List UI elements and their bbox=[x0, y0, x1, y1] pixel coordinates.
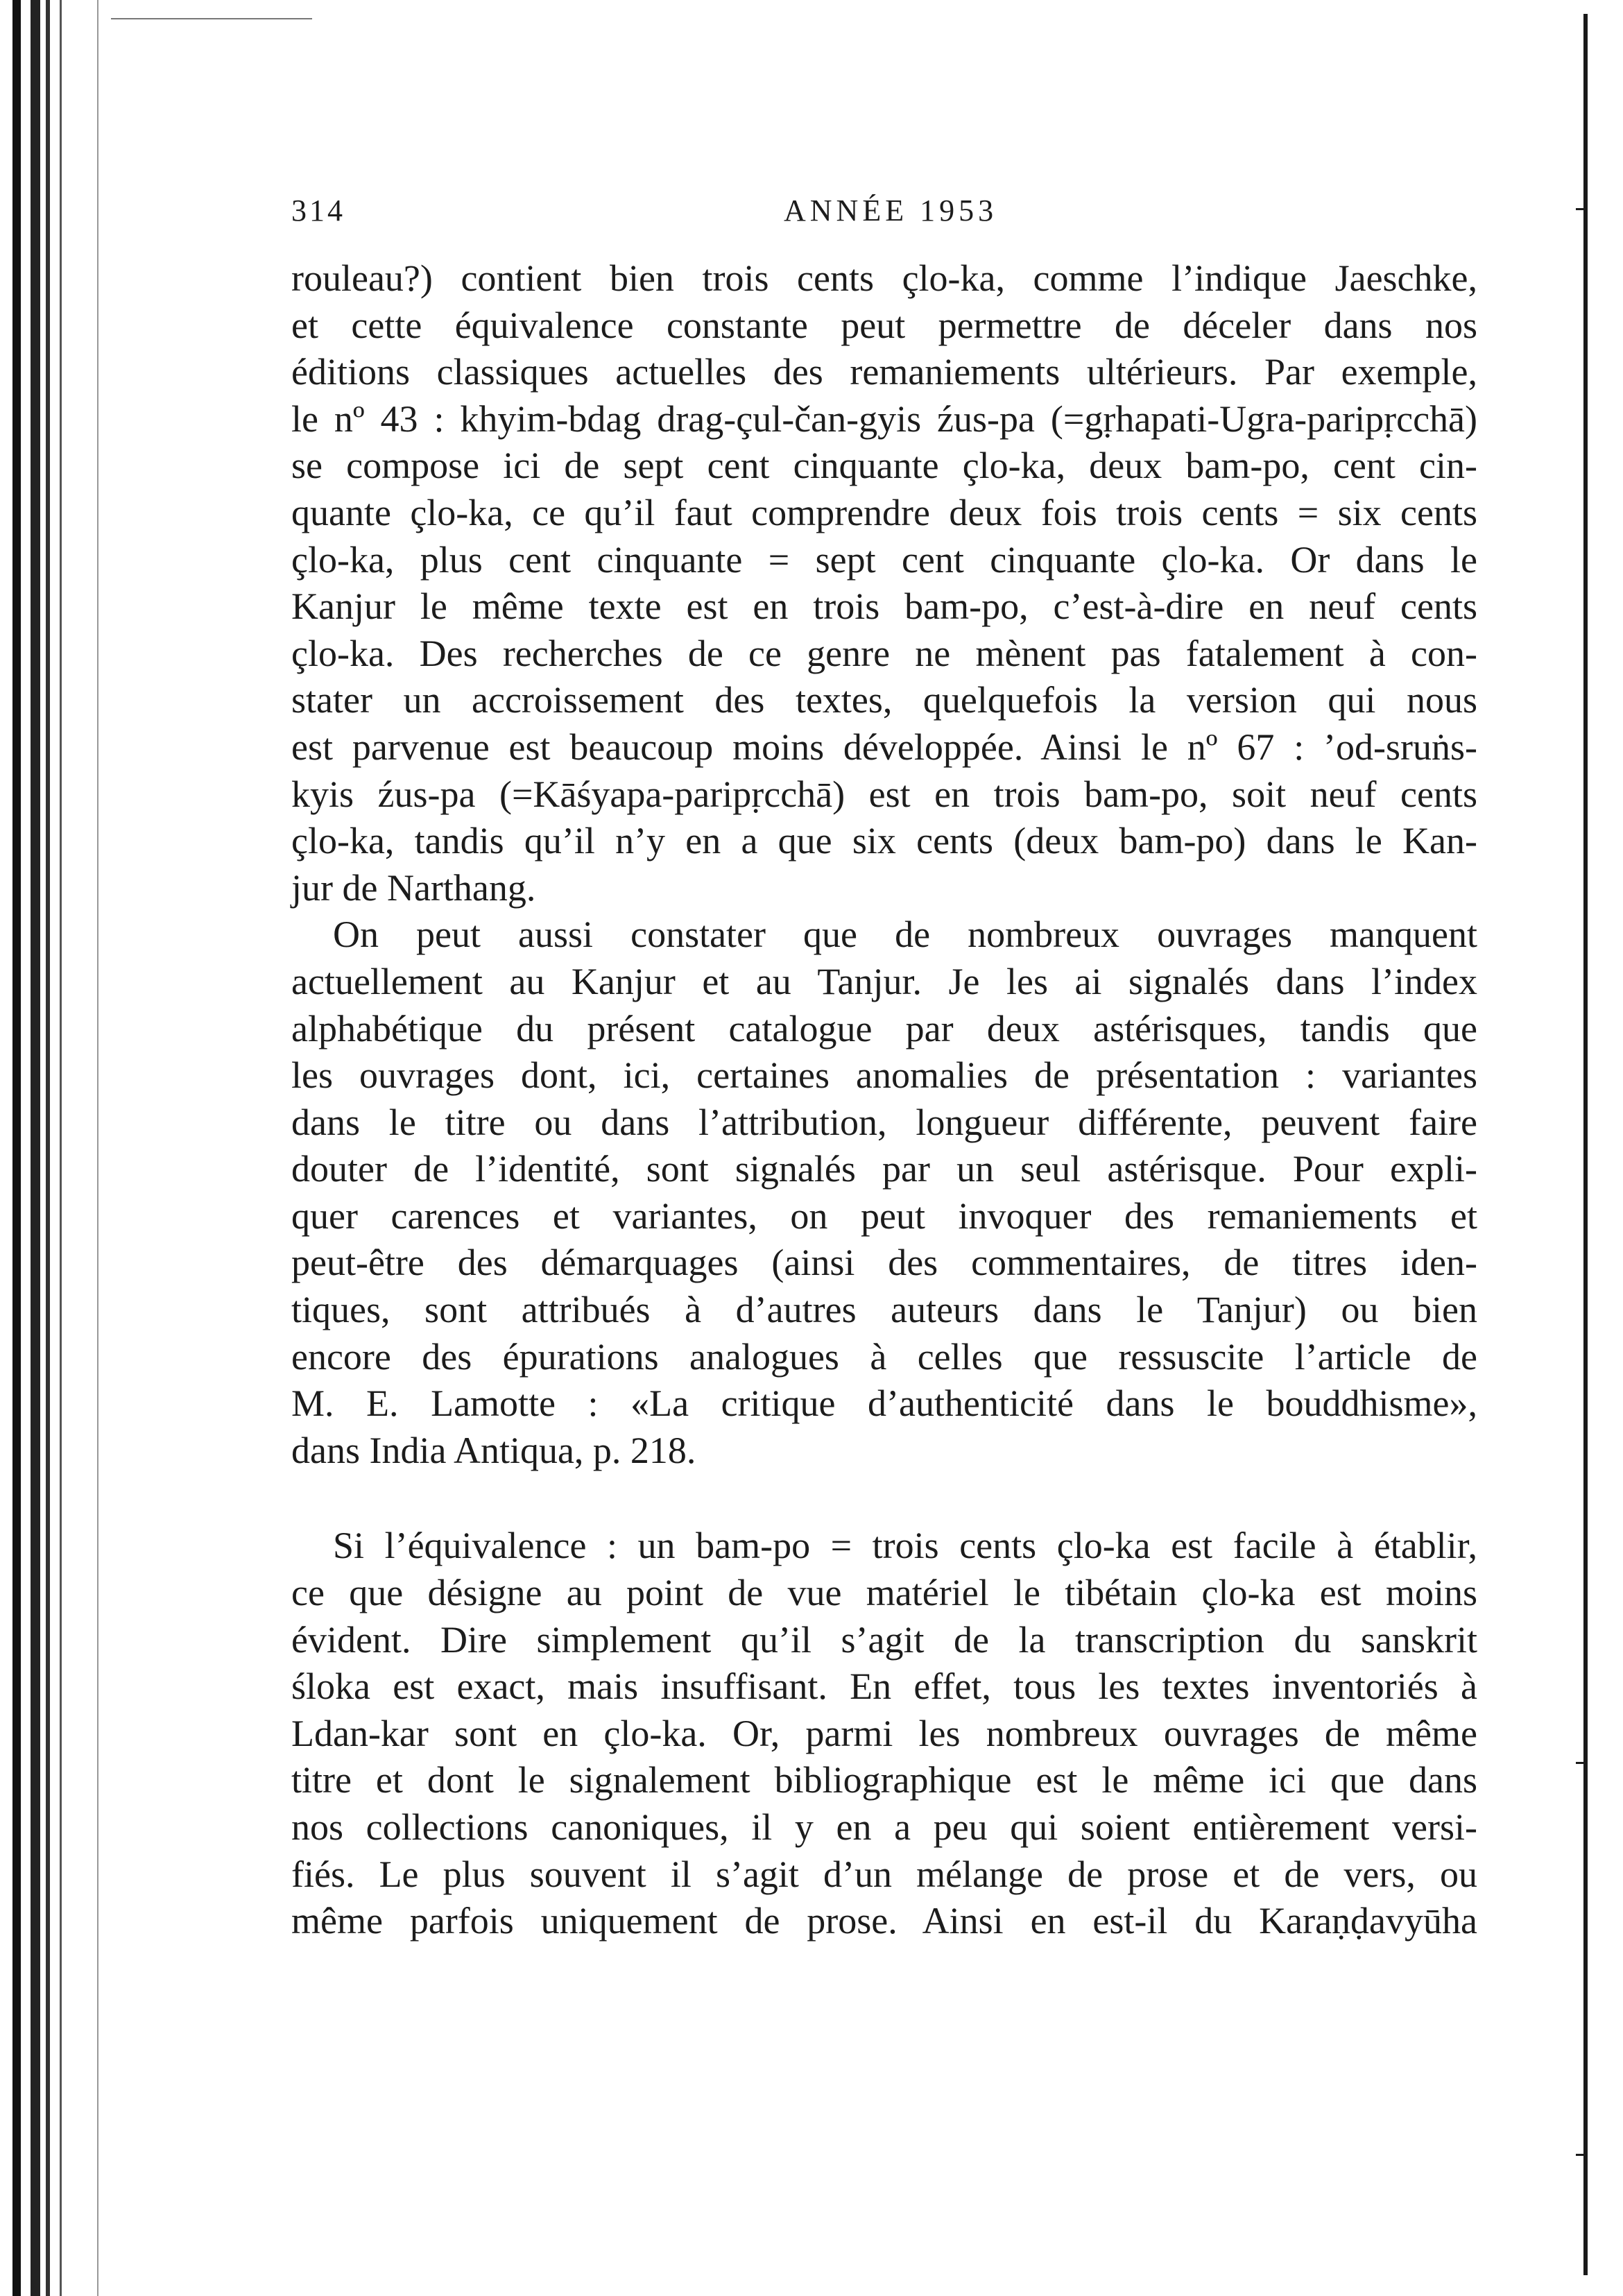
scan-tick bbox=[1576, 208, 1586, 210]
text-line: nos collections canoniques, il y en a peu qui soient entièrement versi- bbox=[291, 1806, 1477, 1848]
text-line: Si l’équivalence : un bam-po = trois cents çlo-ka est facile à établir, bbox=[333, 1525, 1477, 1567]
text-line: et cette équivalence constante peut permettre de déceler dans nos bbox=[291, 304, 1477, 346]
text-line: encore des épurations analogues à celles que ressuscite l’article de bbox=[291, 1335, 1477, 1378]
text-line: actuellement au Kanjur et au Tanjur. Je les ai signalés dans l’index bbox=[291, 960, 1477, 1002]
paragraph-gap bbox=[291, 1474, 1477, 1523]
running-title: ANNÉE 1953 bbox=[784, 194, 998, 228]
scan-right-edge bbox=[1583, 14, 1588, 2275]
text-line: kyis źus-pa (=Kāśyapa-paripṛcchā) est en trois bam-po, soit neuf cents bbox=[291, 773, 1477, 815]
text-line: ce que désigne au point de vue matériel le tibétain çlo-ka est moins bbox=[291, 1572, 1477, 1614]
text-line: peut-être des démarquages (ainsi des commentaires, de titres iden- bbox=[291, 1242, 1477, 1284]
text-line: Ldan-kar sont en çlo-ka. Or, parmi les nombreux ouvrages de même bbox=[291, 1712, 1477, 1754]
text-line: quante çlo-ka, ce qu’il faut comprendre deux fois trois cents = six cents bbox=[291, 491, 1477, 533]
text-line: dans India Antiqua, p. 218. bbox=[291, 1429, 696, 1471]
text-line: Kanjur le même texte est en trois bam-po, c’est-à-dire en neuf cents bbox=[291, 585, 1477, 628]
text-line: titre et dont le signalement bibliographique est le même ici que dans bbox=[291, 1759, 1477, 1801]
paragraph bbox=[291, 1523, 1477, 1944]
text-line: dans le titre ou dans l’attribution, longueur différente, peuvent faire bbox=[291, 1101, 1477, 1143]
text-line: jur de Narthang. bbox=[291, 866, 536, 909]
page-number: 314 bbox=[291, 194, 345, 228]
scan-tick bbox=[1576, 1762, 1586, 1764]
text-line: douter de l’identité, sont signalés par un seul astérisque. Pour expli- bbox=[291, 1148, 1477, 1190]
text-line: évident. Dire simplement qu’il s’agit de la transcription du sanskrit bbox=[291, 1618, 1477, 1661]
page-header bbox=[291, 193, 1023, 234]
text-line: M. E. Lamotte : «La critique d’authenticité dans le bouddhisme», bbox=[291, 1382, 1477, 1425]
text-line: fiés. Le plus souvent il s’agit d’un mélange de prose et de vers, ou bbox=[291, 1853, 1477, 1895]
text-line: rouleau?) contient bien trois cents çlo-ka, comme l’indique Jaeschke, bbox=[291, 257, 1477, 299]
scan-stroke bbox=[111, 18, 312, 19]
text-line: śloka est exact, mais insuffisant. En effet, tous les textes inventoriés à bbox=[291, 1665, 1477, 1708]
text-line: çlo-ka. Des recherches de ce genre ne mènent pas fatalement à con- bbox=[291, 632, 1477, 674]
text-line: On peut aussi constater que de nombreux ouvrages manquent bbox=[333, 914, 1477, 956]
scan-binding-edge bbox=[0, 0, 104, 2296]
text-line: tiques, sont attribués à d’autres auteurs dans le Tanjur) ou bien bbox=[291, 1289, 1477, 1331]
text-line: alphabétique du présent catalogue par deux astérisques, tandis que bbox=[291, 1007, 1477, 1050]
paragraph bbox=[291, 911, 1477, 1474]
text-line: stater un accroissement des textes, quelquefois la version qui nous bbox=[291, 679, 1477, 721]
text-line: même parfois uniquement de prose. Ainsi en est-il du Karaṇḍavyūha bbox=[291, 1900, 1477, 1942]
text-line: çlo-ka, plus cent cinquante = sept cent cinquante çlo-ka. Or dans le bbox=[291, 538, 1477, 581]
body-text bbox=[291, 255, 1477, 1945]
text-line: est parvenue est beaucoup moins développée. Ainsi le nº 67 : ’od-sruṅs- bbox=[291, 726, 1477, 768]
text-line: le nº 43 : khyim-bdag drag-çul-čan-gyis źus-pa (=gṛhapati-Ugra-paripṛcchā) bbox=[291, 397, 1477, 440]
text-line: çlo-ka, tandis qu’il n’y en a que six cents (deux bam-po) dans le Kan- bbox=[291, 820, 1477, 862]
text-line: quer carences et variantes, on peut invoquer des remaniements et bbox=[291, 1194, 1477, 1237]
text-line: se compose ici de sept cent cinquante çlo-ka, deux bam-po, cent cin- bbox=[291, 445, 1477, 487]
paragraph bbox=[291, 255, 1477, 911]
scan-tick bbox=[1576, 2154, 1586, 2156]
text-line: les ouvrages dont, ici, certaines anomalies de présentation : variantes bbox=[291, 1054, 1477, 1097]
text-line: éditions classiques actuelles des remaniements ultérieurs. Par exemple, bbox=[291, 351, 1477, 393]
